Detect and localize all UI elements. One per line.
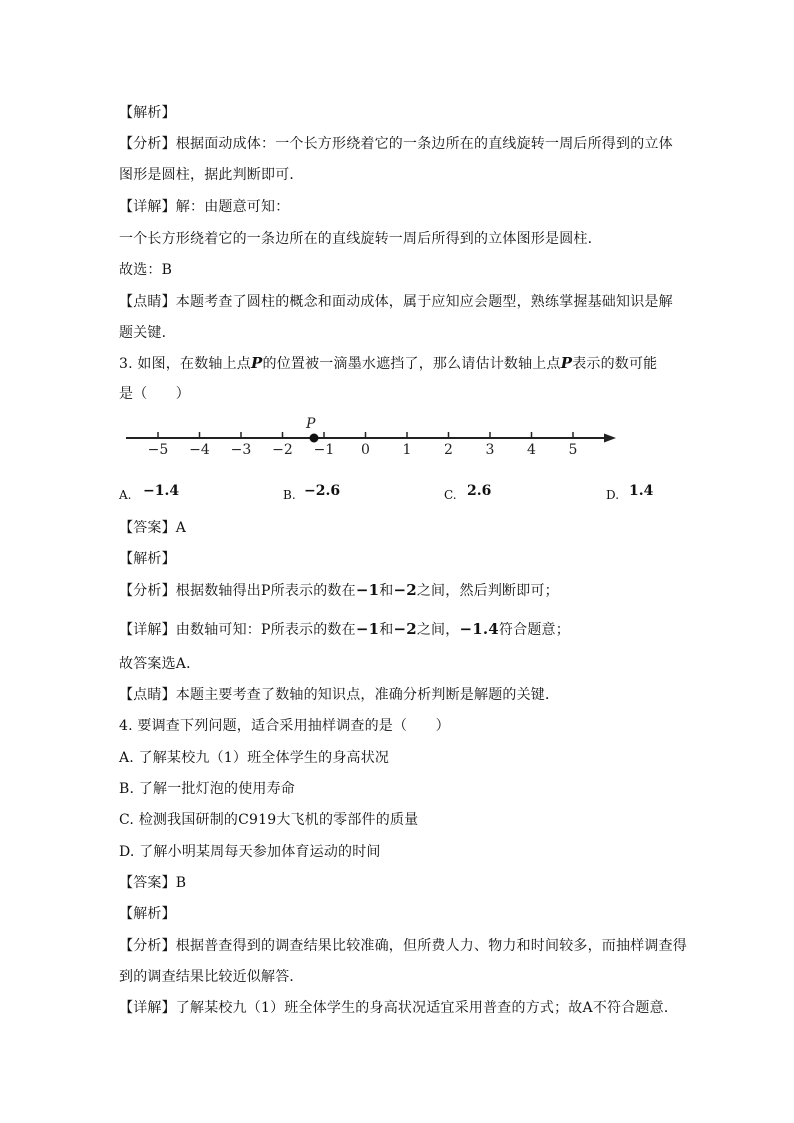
question-4-option-d: D. 了解小明某周每天参加体育运动的时间 xyxy=(119,844,381,860)
detail-text-line: 一个长方形绕着它的一条边所在的直线旋转一周后所得到的立体图形是圆柱． xyxy=(119,231,602,247)
tick-label: 0 xyxy=(361,442,370,458)
conclusion-line: 故答案选A． xyxy=(119,656,201,672)
question-3-stem-cont: 是（ ） xyxy=(119,386,190,402)
analysis-heading: 【解析】 xyxy=(119,551,176,567)
option-a-value: −1.4 xyxy=(143,483,180,499)
question-4-stem: 4. 要调查下列问题，适合采用抽样调查的是（ ） xyxy=(119,718,450,734)
tick-label: −4 xyxy=(189,442,210,458)
detail-text-line: 【详解】由数轴可知：P所表示的数在−1和−2之间，−1.4符合题意； xyxy=(119,620,570,638)
point-p-label: P xyxy=(306,416,316,432)
option-a-letter: A. xyxy=(119,488,132,502)
tick-label: 4 xyxy=(527,442,536,458)
arrow-icon xyxy=(604,434,616,443)
question-4-option-a: A. 了解某校九（1）班全体学生的身高状况 xyxy=(119,750,390,766)
tick-label: −2 xyxy=(272,442,293,458)
comment-text-line: 【点睛】本题主要考查了数轴的知识点，准确分析判断是解题的关键． xyxy=(119,687,560,703)
comment-text-line: 【点睛】本题考查了圆柱的概念和面动成体，属于应知应会题型，熟练掌握基础知识是解 xyxy=(119,294,673,310)
analysis-heading: 【解析】 xyxy=(119,906,176,922)
number-line-figure xyxy=(118,410,628,462)
analysis-text-line: 【分析】根据面动成体：一个长方形绕着它的一条边所在的直线旋转一周后所得到的立体 xyxy=(119,136,673,152)
analysis-text-line: 【分析】根据普查得到的调查结果比较准确，但所费人力、物力和时间较多，而抽样调查得 xyxy=(119,938,687,954)
tick-label: −1 xyxy=(313,442,335,458)
answer-line: 【答案】B xyxy=(119,875,187,891)
detail-text-line: 【详解】解：由题意可知： xyxy=(119,199,290,215)
question-4-option-c: C. 检测我国研制的C919大飞机的零部件的质量 xyxy=(119,812,419,828)
tick-label: −3 xyxy=(230,442,252,458)
analysis-text-line: 图形是圆柱，据此判断即可． xyxy=(119,167,304,183)
option-c-letter: C. xyxy=(444,488,457,502)
analysis-text-line: 到的调查结果比较近似解答． xyxy=(119,969,304,985)
tick-label: 2 xyxy=(444,442,453,458)
detail-text-line: 【详解】了解某校九（1）班全体学生的身高状况适宜采用普查的方式；故A不符合题意． xyxy=(119,1000,679,1016)
tick-label: 1 xyxy=(402,442,412,458)
option-d-value: 1.4 xyxy=(629,483,654,499)
option-d-letter: D. xyxy=(606,488,620,502)
answer-line: 【答案】A xyxy=(119,520,187,536)
tick-label: 3 xyxy=(485,442,495,458)
option-b-letter: B. xyxy=(283,488,296,502)
option-c-value: 2.6 xyxy=(467,483,492,499)
comment-text-line: 题关键． xyxy=(119,325,176,341)
analysis-text-line: 【分析】根据数轴得出P所表示的数在−1和−2之间，然后判断即可； xyxy=(119,581,559,599)
choice-conclusion: 故选：B xyxy=(119,262,173,278)
tick-label: 5 xyxy=(568,442,578,458)
question-3-stem: 3. 如图，在数轴上点P的位置被一滴墨水遮挡了，那么请估计数轴上点P表示的数可能 xyxy=(119,354,658,372)
question-4-option-b: B. 了解一批灯泡的使用寿命 xyxy=(119,781,295,797)
tick-label: −5 xyxy=(147,442,169,458)
option-b-value: −2.6 xyxy=(304,483,341,499)
point-p-marker xyxy=(310,434,319,443)
analysis-heading: 【解析】 xyxy=(119,105,176,121)
